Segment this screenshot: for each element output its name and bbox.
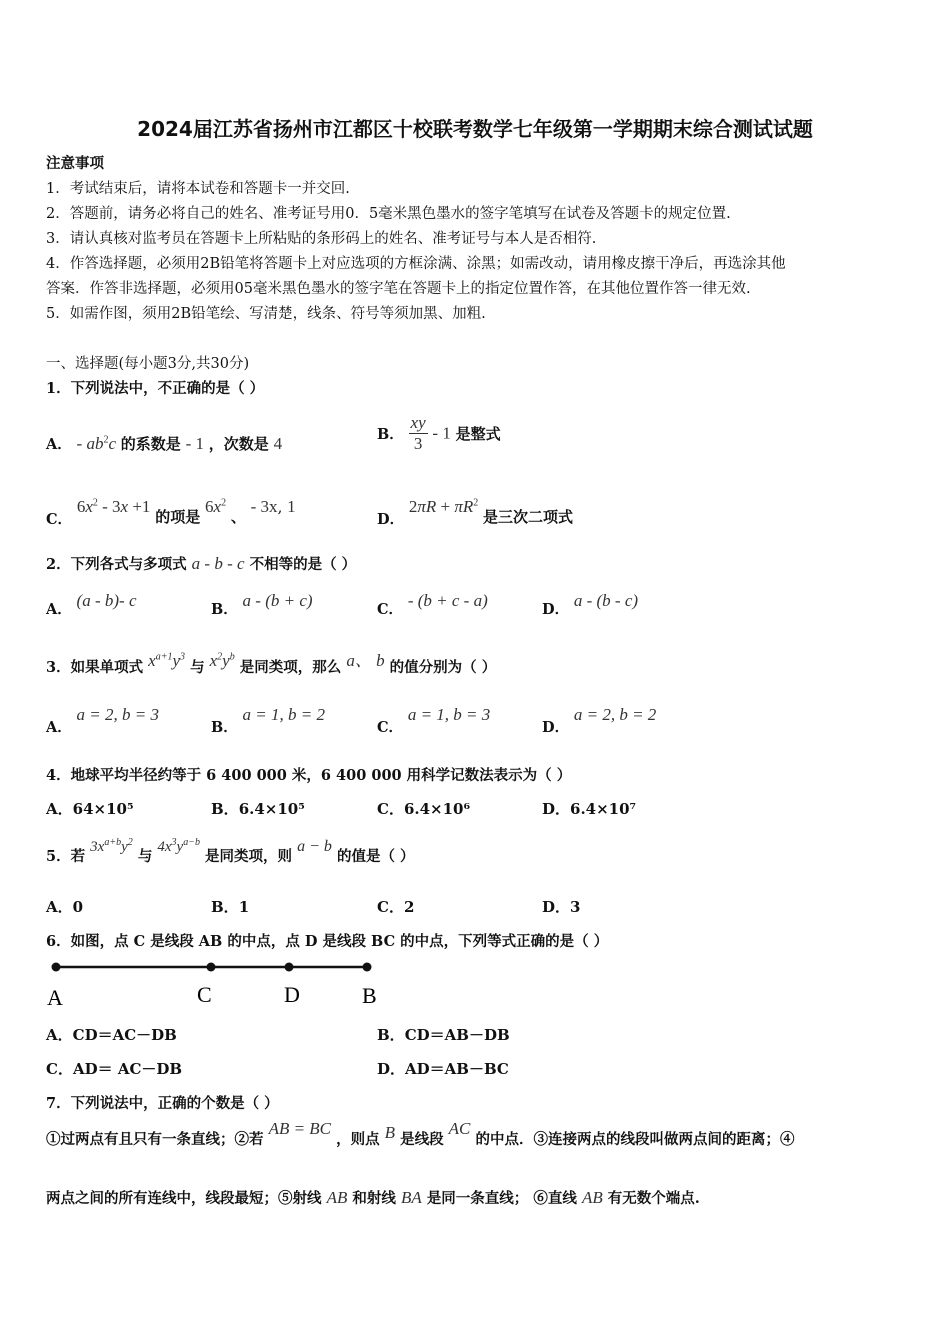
q3-option-b[interactable] [211, 704, 325, 736]
option-label: B． [211, 601, 238, 618]
option-text: 0 [72, 898, 84, 916]
option-label: A． [46, 1026, 73, 1044]
notice-item: 2．答题前，请务必将自己的姓名、准考证号用0．5毫米黑色墨水的签字笔填写在试卷及答题卡的规定位置. [46, 206, 731, 222]
statement-text: ，则点 [336, 1131, 380, 1148]
q6-option-c[interactable] [46, 1058, 182, 1079]
q3-option-d[interactable] [542, 704, 657, 736]
math-expression: $6x^2$ [205, 497, 227, 516]
option-label: B． [211, 898, 239, 916]
math-expression: - 1 [432, 423, 451, 443]
math-expression: $x^{a+1}y^3$ [148, 651, 185, 670]
q1-option-d[interactable] [377, 496, 574, 528]
math-fraction [409, 413, 428, 454]
option-label: C． [46, 1060, 73, 1078]
math-expression: - $ab^2c$ [76, 434, 117, 453]
math-expression: a = 2, b = 3 [76, 705, 159, 724]
point-a-label: A [47, 985, 63, 1010]
option-text: 2 [403, 898, 415, 916]
question-2-stem [46, 553, 356, 574]
stem-text: 5．若 [46, 848, 86, 865]
notice-item: 5．如需作图，须用2B铅笔绘、写清楚，线条、符号等须加黑、加粗. [46, 306, 486, 322]
option-text: AD＝AB－BC [405, 1060, 509, 1078]
question-3-stem [46, 652, 496, 677]
question-5-stem [46, 837, 415, 866]
notice-item: 4．作答选择题，必须用2B铅笔将答题卡上对应选项的方框涂满、涂黑；如需改动，请用橡皮擦干净后，再选涂其他 [46, 256, 786, 272]
q4-option-b[interactable] [211, 798, 305, 819]
line-segment-figure [40, 955, 400, 1015]
statement-text: 两点之间的所有连线中，线段最短；⑤射线 [46, 1190, 322, 1207]
statement-text: 和射线 [352, 1190, 396, 1207]
option-text: 64×10⁵ [72, 800, 134, 818]
option-text: ，次数是 [208, 435, 269, 453]
q5-option-b[interactable] [211, 896, 249, 917]
option-label: C． [377, 898, 404, 916]
question-4-stem: 4．地球平均半径约等于 6 400 000 米，6 400 000 用科学记数法表示为（ ） [46, 767, 572, 784]
stem-text: 不相等的是（ ） [249, 556, 357, 573]
option-label: C． [377, 800, 404, 818]
math-expression: - 3x [250, 497, 278, 516]
stem-text: 与 [190, 659, 205, 676]
math-expression: $x^2y^b$ [209, 651, 235, 670]
option-text: 是整式 [455, 425, 501, 443]
math-expression: a - (b + c) [242, 591, 313, 610]
q5-option-d[interactable] [542, 896, 580, 917]
option-label: A． [46, 601, 72, 618]
q5-option-a[interactable] [46, 896, 83, 917]
q7-statement-line-2 [46, 1187, 700, 1208]
stem-text: 2．下列各式与多项式 [46, 556, 187, 573]
point-b-dot [363, 963, 372, 972]
option-label: C． [46, 511, 73, 528]
stem-text: 是同类项，则 [205, 848, 293, 865]
stem-text: 与 [137, 848, 153, 865]
option-label: A． [46, 436, 72, 453]
statement-text: 是线段 [400, 1131, 444, 1148]
option-text: CD＝AB－DB [404, 1026, 510, 1044]
math-expression: - (b + c - a) [407, 591, 488, 610]
option-label: C． [377, 719, 404, 736]
option-label: D． [542, 601, 570, 618]
stem-text: 3．如果单项式 [46, 659, 144, 676]
math-expression: a - b - c [191, 554, 245, 573]
q1-option-a[interactable] [46, 433, 282, 454]
point-d-label: D [284, 982, 300, 1007]
option-label: B． [211, 719, 238, 736]
math-expression: AB = BC [268, 1119, 332, 1138]
option-text: 、 [230, 508, 246, 526]
math-expression: $2\pi R + \pi R^2$ [408, 497, 479, 516]
math-expression: - 1 [185, 434, 205, 453]
option-label: D． [542, 898, 571, 916]
q2-option-a[interactable] [46, 590, 137, 618]
q5-option-c[interactable] [377, 896, 414, 917]
statement-text: ①过两点有且只有一条直线；②若 [46, 1131, 264, 1148]
q7-statement-line-1 [46, 1119, 795, 1149]
notice-item: 1．考试结束后，请将本试卷和答题卡一并交回. [46, 181, 350, 197]
page-title: 2024届江苏省扬州市江都区十校联考数学七年级第一学期期末综合测试试题 [137, 117, 813, 141]
option-label: A． [46, 800, 73, 818]
notice-item: 答案．作答非选择题，必须用05毫米黑色墨水的签字笔在答题卡上的指定位置作答，在其他位置作答一律无效. [46, 281, 751, 297]
option-text: 的项是 [155, 508, 201, 526]
math-expression: 4 [273, 434, 283, 453]
math-expression: a = 1, b = 3 [407, 705, 491, 724]
stem-text: 的值分别为（ ） [389, 659, 497, 676]
q3-option-c[interactable] [377, 704, 491, 736]
notice-item: 3．请认真核对监考员在答题卡上所粘贴的条形码上的姓名、准考证号与本人是否相符. [46, 231, 597, 247]
option-label: D． [542, 800, 571, 818]
point-a-dot [52, 963, 61, 972]
option-label: A． [46, 719, 72, 736]
math-expression: AB [326, 1188, 348, 1207]
option-label: D． [377, 1060, 406, 1078]
option-text: AD＝ AC－DB [72, 1060, 183, 1078]
q2-option-b[interactable] [211, 590, 313, 618]
math-expression: a - (b - c) [573, 591, 639, 610]
math-expression: AB [581, 1188, 603, 1207]
question-1-stem: 1．下列说法中，不正确的是（ ） [46, 380, 265, 397]
q2-option-d[interactable] [542, 590, 639, 618]
math-expression: BA [400, 1188, 422, 1207]
q6-option-a[interactable] [46, 1024, 177, 1045]
option-text: 6.4×10⁷ [570, 800, 637, 818]
statement-text: 的中点．③连接两点的线段叫做两点间的距离；④ [475, 1131, 795, 1148]
point-d-dot [285, 963, 294, 972]
point-c-dot [207, 963, 216, 972]
math-expression: AC [448, 1119, 471, 1138]
stem-text: 是同类项，那么 [239, 659, 342, 676]
option-label: B． [377, 1026, 405, 1044]
notice-heading: 注意事项 [46, 155, 104, 172]
q1-option-b[interactable] [377, 413, 501, 454]
math-expression: $4x^3y^{a-b}$ [157, 837, 200, 855]
q4-option-c[interactable] [377, 798, 470, 819]
point-c-label: C [197, 982, 212, 1007]
math-expression: a − b [297, 838, 332, 855]
statement-text: 是同一条直线； ⑥直线 [426, 1190, 577, 1207]
question-7-stem: 7．下列说法中，正确的个数是（ ） [46, 1095, 279, 1112]
option-label: D． [377, 511, 405, 528]
math-expression: a、 b [346, 651, 385, 670]
q4-option-a[interactable] [46, 798, 134, 819]
section-heading: 一、选择题(每小题3分,共30分) [46, 356, 250, 372]
stem-text: 的值是（ ） [336, 848, 415, 865]
option-text: 的系数是 [120, 435, 181, 453]
math-expression: (a - b)- c [76, 591, 137, 610]
statement-text: 有无数个端点. [607, 1190, 700, 1207]
option-text: 3 [570, 898, 581, 916]
math-expression: a = 2, b = 2 [573, 705, 657, 724]
q3-option-a[interactable] [46, 704, 159, 736]
fraction-denominator: 3 [413, 434, 423, 453]
question-6-stem: 6．如图，点 C 是线段 AB 的中点，点 D 是线段 BC 的中点，下列等式正确的是（ ） [46, 933, 609, 950]
option-text: CD＝AC－DB [72, 1026, 177, 1044]
option-text: 是三次二项式 [483, 508, 574, 526]
math-expression: B [384, 1123, 396, 1142]
option-label: B． [211, 800, 239, 818]
option-label: C． [377, 601, 404, 618]
option-text: 6.4×10⁶ [403, 800, 471, 818]
q4-option-d[interactable] [542, 798, 636, 819]
math-expression: $6x^2 - 3x +1$ [76, 497, 151, 516]
q6-option-b[interactable] [377, 1024, 510, 1045]
math-expression: a = 1, b = 2 [242, 705, 325, 724]
point-b-label: B [362, 983, 377, 1008]
option-text: 6.4×10⁵ [238, 800, 305, 818]
option-label: A． [46, 898, 73, 916]
q1-option-c[interactable]: C． $6x^2 - 3x +1$ 的项是 $6x^2$ 、 - 3x, 1 [46, 497, 296, 528]
q6-option-d[interactable] [377, 1058, 509, 1079]
option-label: D． [542, 719, 570, 736]
math-expression: $3x^{a+b}y^2$ [90, 837, 133, 855]
math-expression: 1 [287, 497, 296, 516]
q2-option-c[interactable] [377, 590, 488, 618]
option-text: 1 [238, 898, 250, 916]
option-label: B． [377, 426, 404, 443]
fraction-numerator: xy [410, 413, 426, 432]
